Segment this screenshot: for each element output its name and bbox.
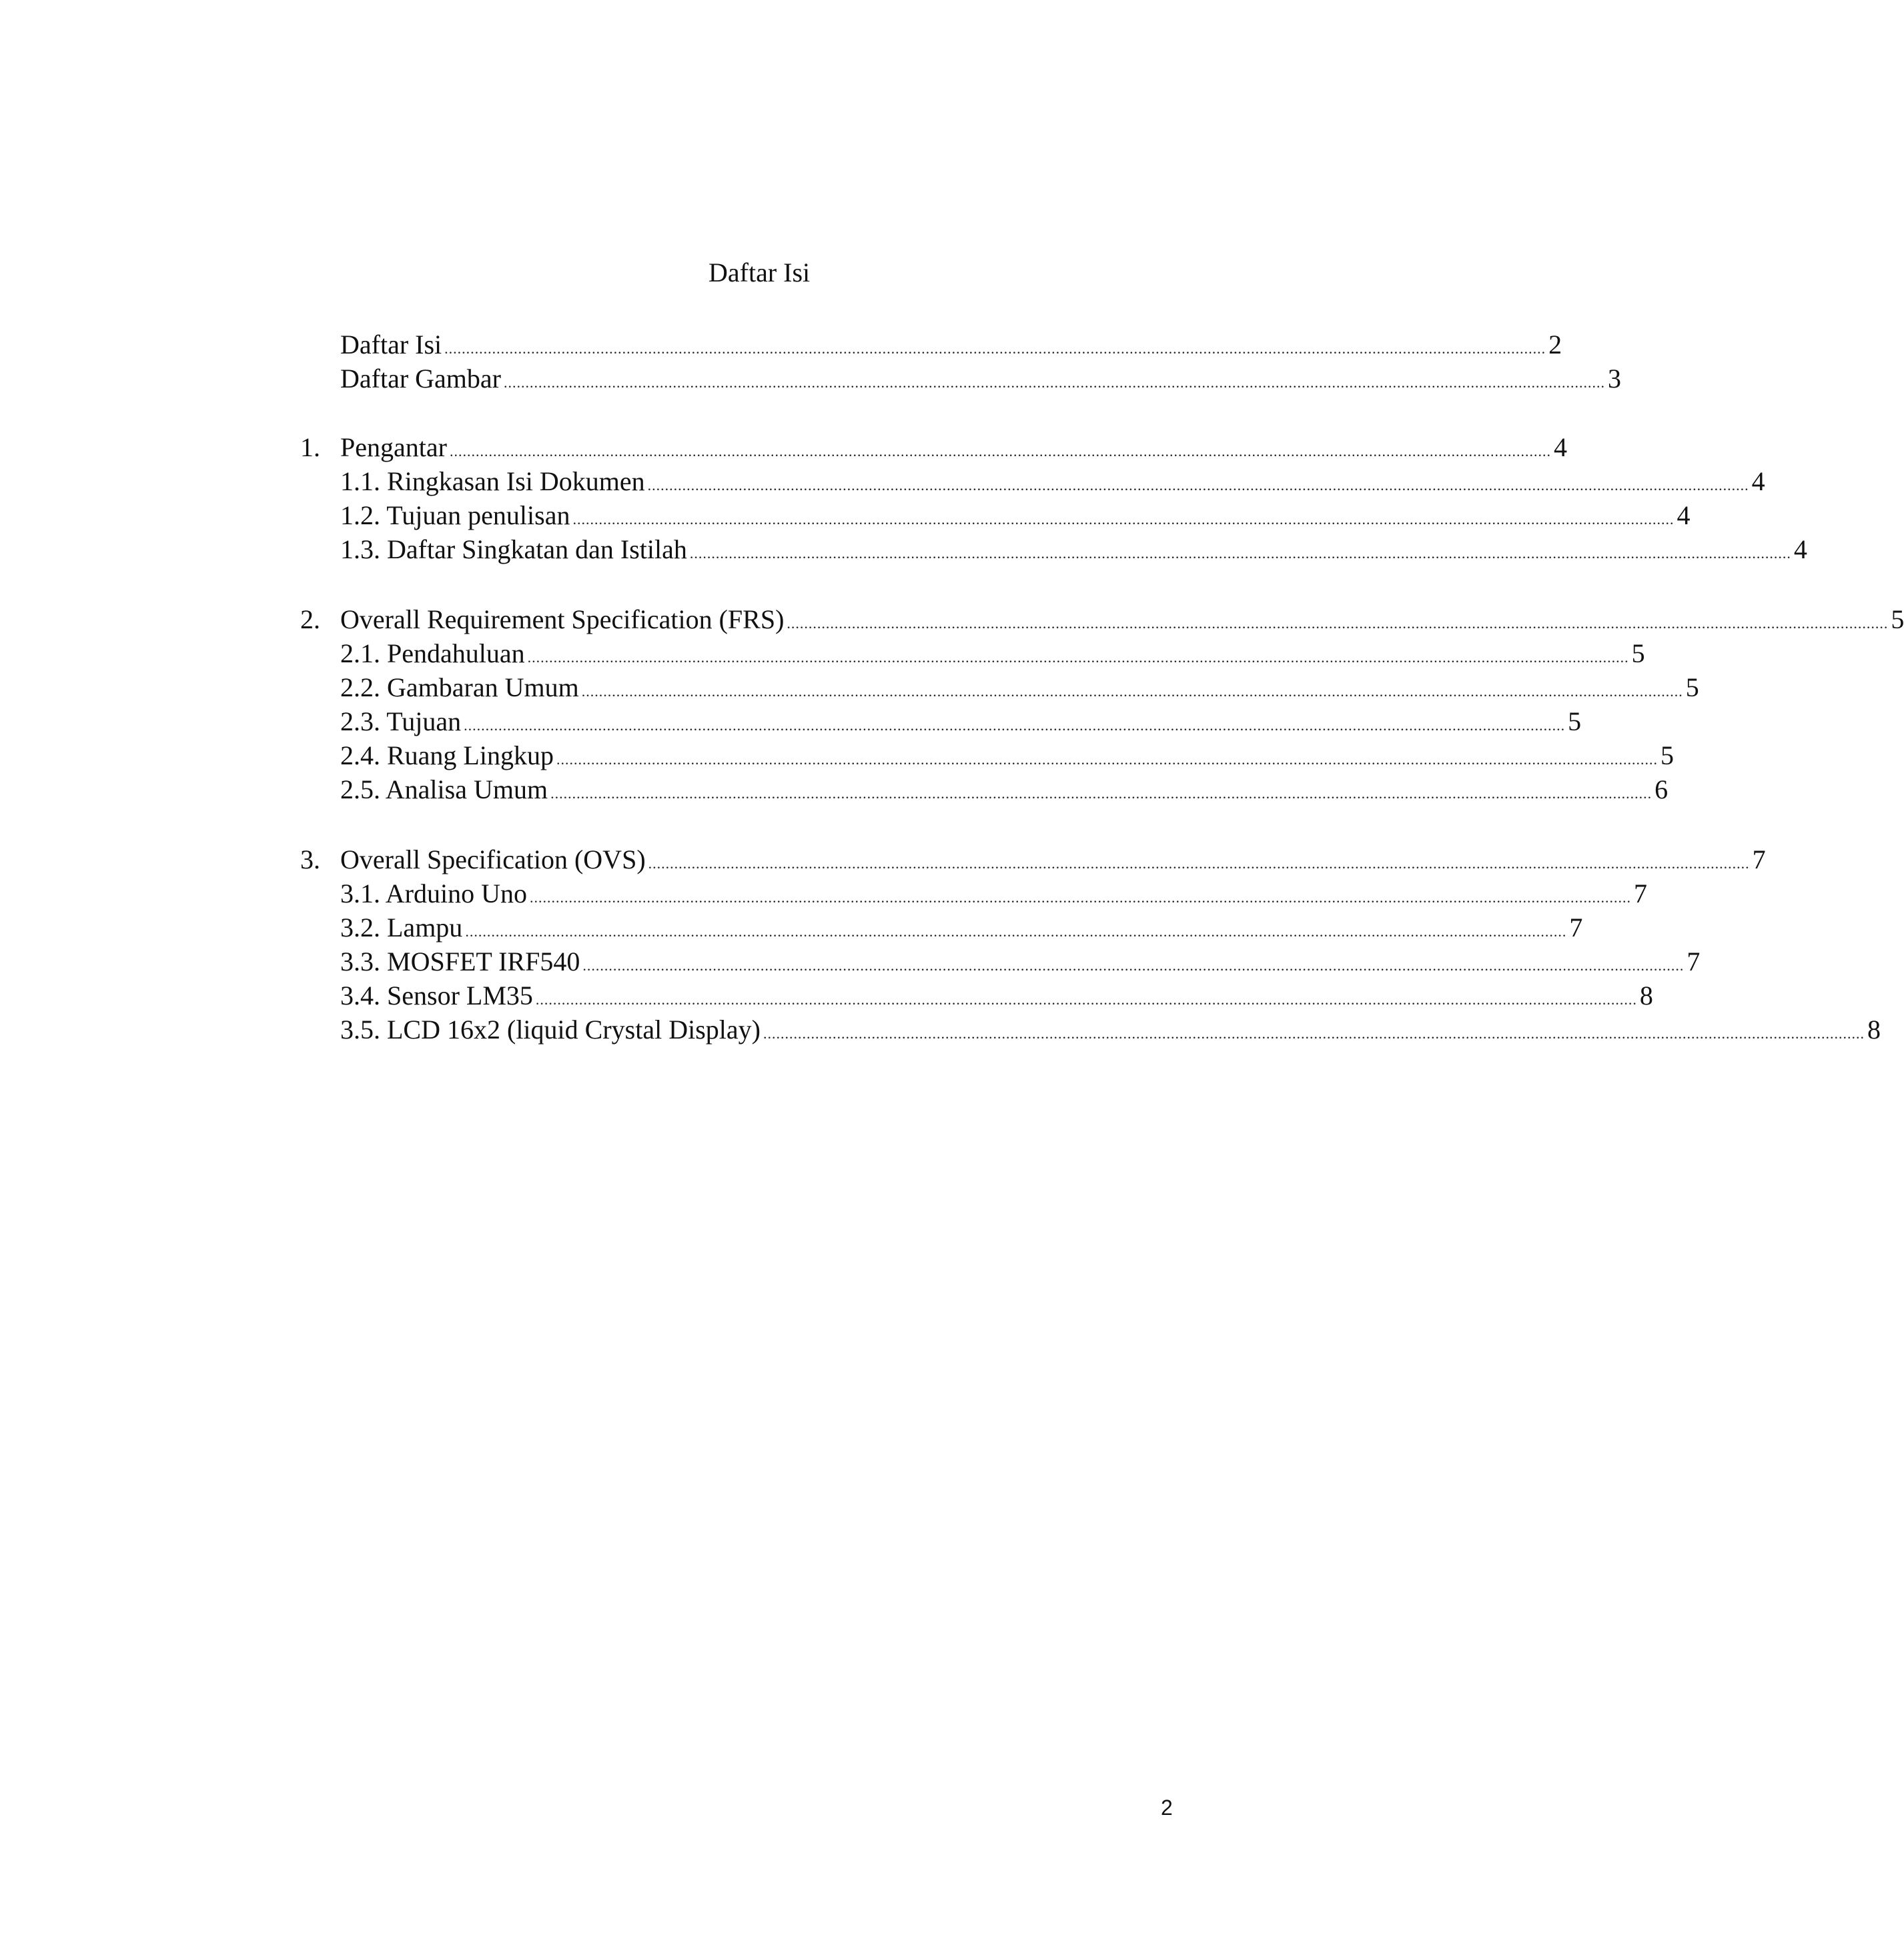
toc-section-2-3[interactable] xyxy=(340,705,1582,738)
toc-entry-label: 2.1. Pendahuluan xyxy=(340,638,525,668)
toc-entry-page: 7 xyxy=(1634,878,1647,908)
toc-section-2-1[interactable] xyxy=(340,637,1645,670)
toc-entry-label: Pengantar xyxy=(340,432,447,462)
toc-entry-label: 3.2. Lampu xyxy=(340,912,463,942)
toc-entry-label: 2.5. Analisa Umum xyxy=(340,774,548,804)
toc-entry-page: 4 xyxy=(1751,466,1765,496)
toc-entry-daftar-gambar[interactable] xyxy=(340,362,1621,396)
toc-entry-page: 7 xyxy=(1569,912,1583,942)
toc-entry-label: 3.4. Sensor LM35 xyxy=(340,981,533,1011)
toc-section-1-1[interactable] xyxy=(340,465,1765,498)
toc-dot-leader: .............................................................................................................................................................................................................................................................. xyxy=(449,443,1551,460)
toc-dot-leader: .............................................................................................................................................................................................................................................................. xyxy=(582,957,1685,974)
toc-dot-leader: .............................................................................................................................................................................................................................................................. xyxy=(503,374,1605,391)
chapter-number: 1. xyxy=(300,432,320,462)
toc-entry-page: 5 xyxy=(1685,672,1699,702)
toc-section-2-4[interactable] xyxy=(340,739,1674,772)
toc-entry-label: 3.5. LCD 16x2 (liquid Crystal Display) xyxy=(340,1015,761,1045)
toc-dot-leader: .............................................................................................................................................................................................................................................................. xyxy=(535,991,1637,1008)
toc-dot-leader: .............................................................................................................................................................................................................................................................. xyxy=(530,889,1631,906)
toc-entry-page: 4 xyxy=(1677,500,1691,530)
toc-section-2-2[interactable] xyxy=(340,671,1699,704)
toc-entry-page: 5 xyxy=(1660,740,1674,770)
toc-entry-label: 1.1. Ringkasan Isi Dokumen xyxy=(340,466,645,496)
toc-entry-page: 7 xyxy=(1752,844,1766,874)
toc-dot-leader: .............................................................................................................................................................................................................................................................. xyxy=(787,615,1889,632)
toc-entry-page: 5 xyxy=(1631,638,1645,668)
toc-entry-label: 3.1. Arduino Uno xyxy=(340,878,527,908)
toc-entry-page: 8 xyxy=(1867,1015,1881,1045)
page-title: Daftar Isi xyxy=(708,257,811,287)
toc-entry-label: 2.3. Tujuan xyxy=(340,706,462,736)
toc-section-1-3[interactable] xyxy=(340,533,1807,566)
toc-section-3-5[interactable] xyxy=(340,1013,1881,1047)
toc-entry-page: 6 xyxy=(1654,774,1669,804)
toc-dot-leader: .............................................................................................................................................................................................................................................................. xyxy=(647,477,1749,494)
toc-entry-label: Daftar Isi xyxy=(340,330,442,360)
page-number: 2 xyxy=(1161,1796,1173,1820)
toc-entry-label: 2.4. Ruang Lingkup xyxy=(340,740,554,770)
toc-dot-leader: .............................................................................................................................................................................................................................................................. xyxy=(556,751,1658,768)
toc-entry-daftar-isi[interactable] xyxy=(340,328,1562,362)
toc-entry-label: 3.3. MOSFET IRF540 xyxy=(340,946,580,977)
toc-entry-page: 3 xyxy=(1607,364,1621,394)
toc-dot-leader: .............................................................................................................................................................................................................................................................. xyxy=(550,785,1652,802)
toc-entry-page: 8 xyxy=(1639,981,1653,1011)
toc-dot-leader: .............................................................................................................................................................................................................................................................. xyxy=(572,511,1675,528)
toc-entry-page: 5 xyxy=(1568,706,1582,736)
toc-dot-leader: .............................................................................................................................................................................................................................................................. xyxy=(763,1025,1865,1042)
toc-section-3-4[interactable] xyxy=(340,979,1653,1013)
toc-entry-page: 4 xyxy=(1793,534,1807,564)
toc-entry-label: Overall Requirement Specification (FRS) xyxy=(340,604,785,634)
toc-entry-label: 2.2. Gambaran Umum xyxy=(340,672,579,702)
toc-chapter-frs[interactable] xyxy=(340,603,1904,636)
toc-section-3-1[interactable] xyxy=(340,877,1647,910)
toc-dot-leader: .............................................................................................................................................................................................................................................................. xyxy=(581,683,1683,700)
toc-entry-label: 1.3. Daftar Singkatan dan Istilah xyxy=(340,534,687,564)
toc-dot-leader: .............................................................................................................................................................................................................................................................. xyxy=(689,545,1791,562)
toc-chapter-ovs[interactable] xyxy=(340,843,1766,876)
toc-dot-leader: .............................................................................................................................................................................................................................................................. xyxy=(465,923,1567,940)
chapter-number: 3. xyxy=(300,844,320,874)
toc-entry-page: 4 xyxy=(1553,432,1567,462)
toc-dot-leader: .............................................................................................................................................................................................................................................................. xyxy=(444,340,1546,357)
toc-entry-page: 7 xyxy=(1687,946,1701,977)
toc-chapter-pengantar[interactable] xyxy=(340,431,1567,464)
toc-section-3-3[interactable] xyxy=(340,945,1701,979)
toc-dot-leader: .............................................................................................................................................................................................................................................................. xyxy=(648,855,1750,872)
toc-section-3-2[interactable] xyxy=(340,911,1583,944)
toc-dot-leader: .............................................................................................................................................................................................................................................................. xyxy=(464,717,1566,734)
chapter-number: 2. xyxy=(300,604,320,634)
toc-entry-label: Daftar Gambar xyxy=(340,364,501,394)
toc-entry-label: Overall Specification (OVS) xyxy=(340,844,646,874)
toc-entry-page: 5 xyxy=(1891,604,1904,634)
toc-section-1-2[interactable] xyxy=(340,499,1691,532)
toc-section-2-5[interactable] xyxy=(340,773,1669,806)
toc-dot-leader: .............................................................................................................................................................................................................................................................. xyxy=(527,649,1629,666)
toc-entry-page: 2 xyxy=(1548,330,1562,360)
toc-entry-label: 1.2. Tujuan penulisan xyxy=(340,500,570,530)
